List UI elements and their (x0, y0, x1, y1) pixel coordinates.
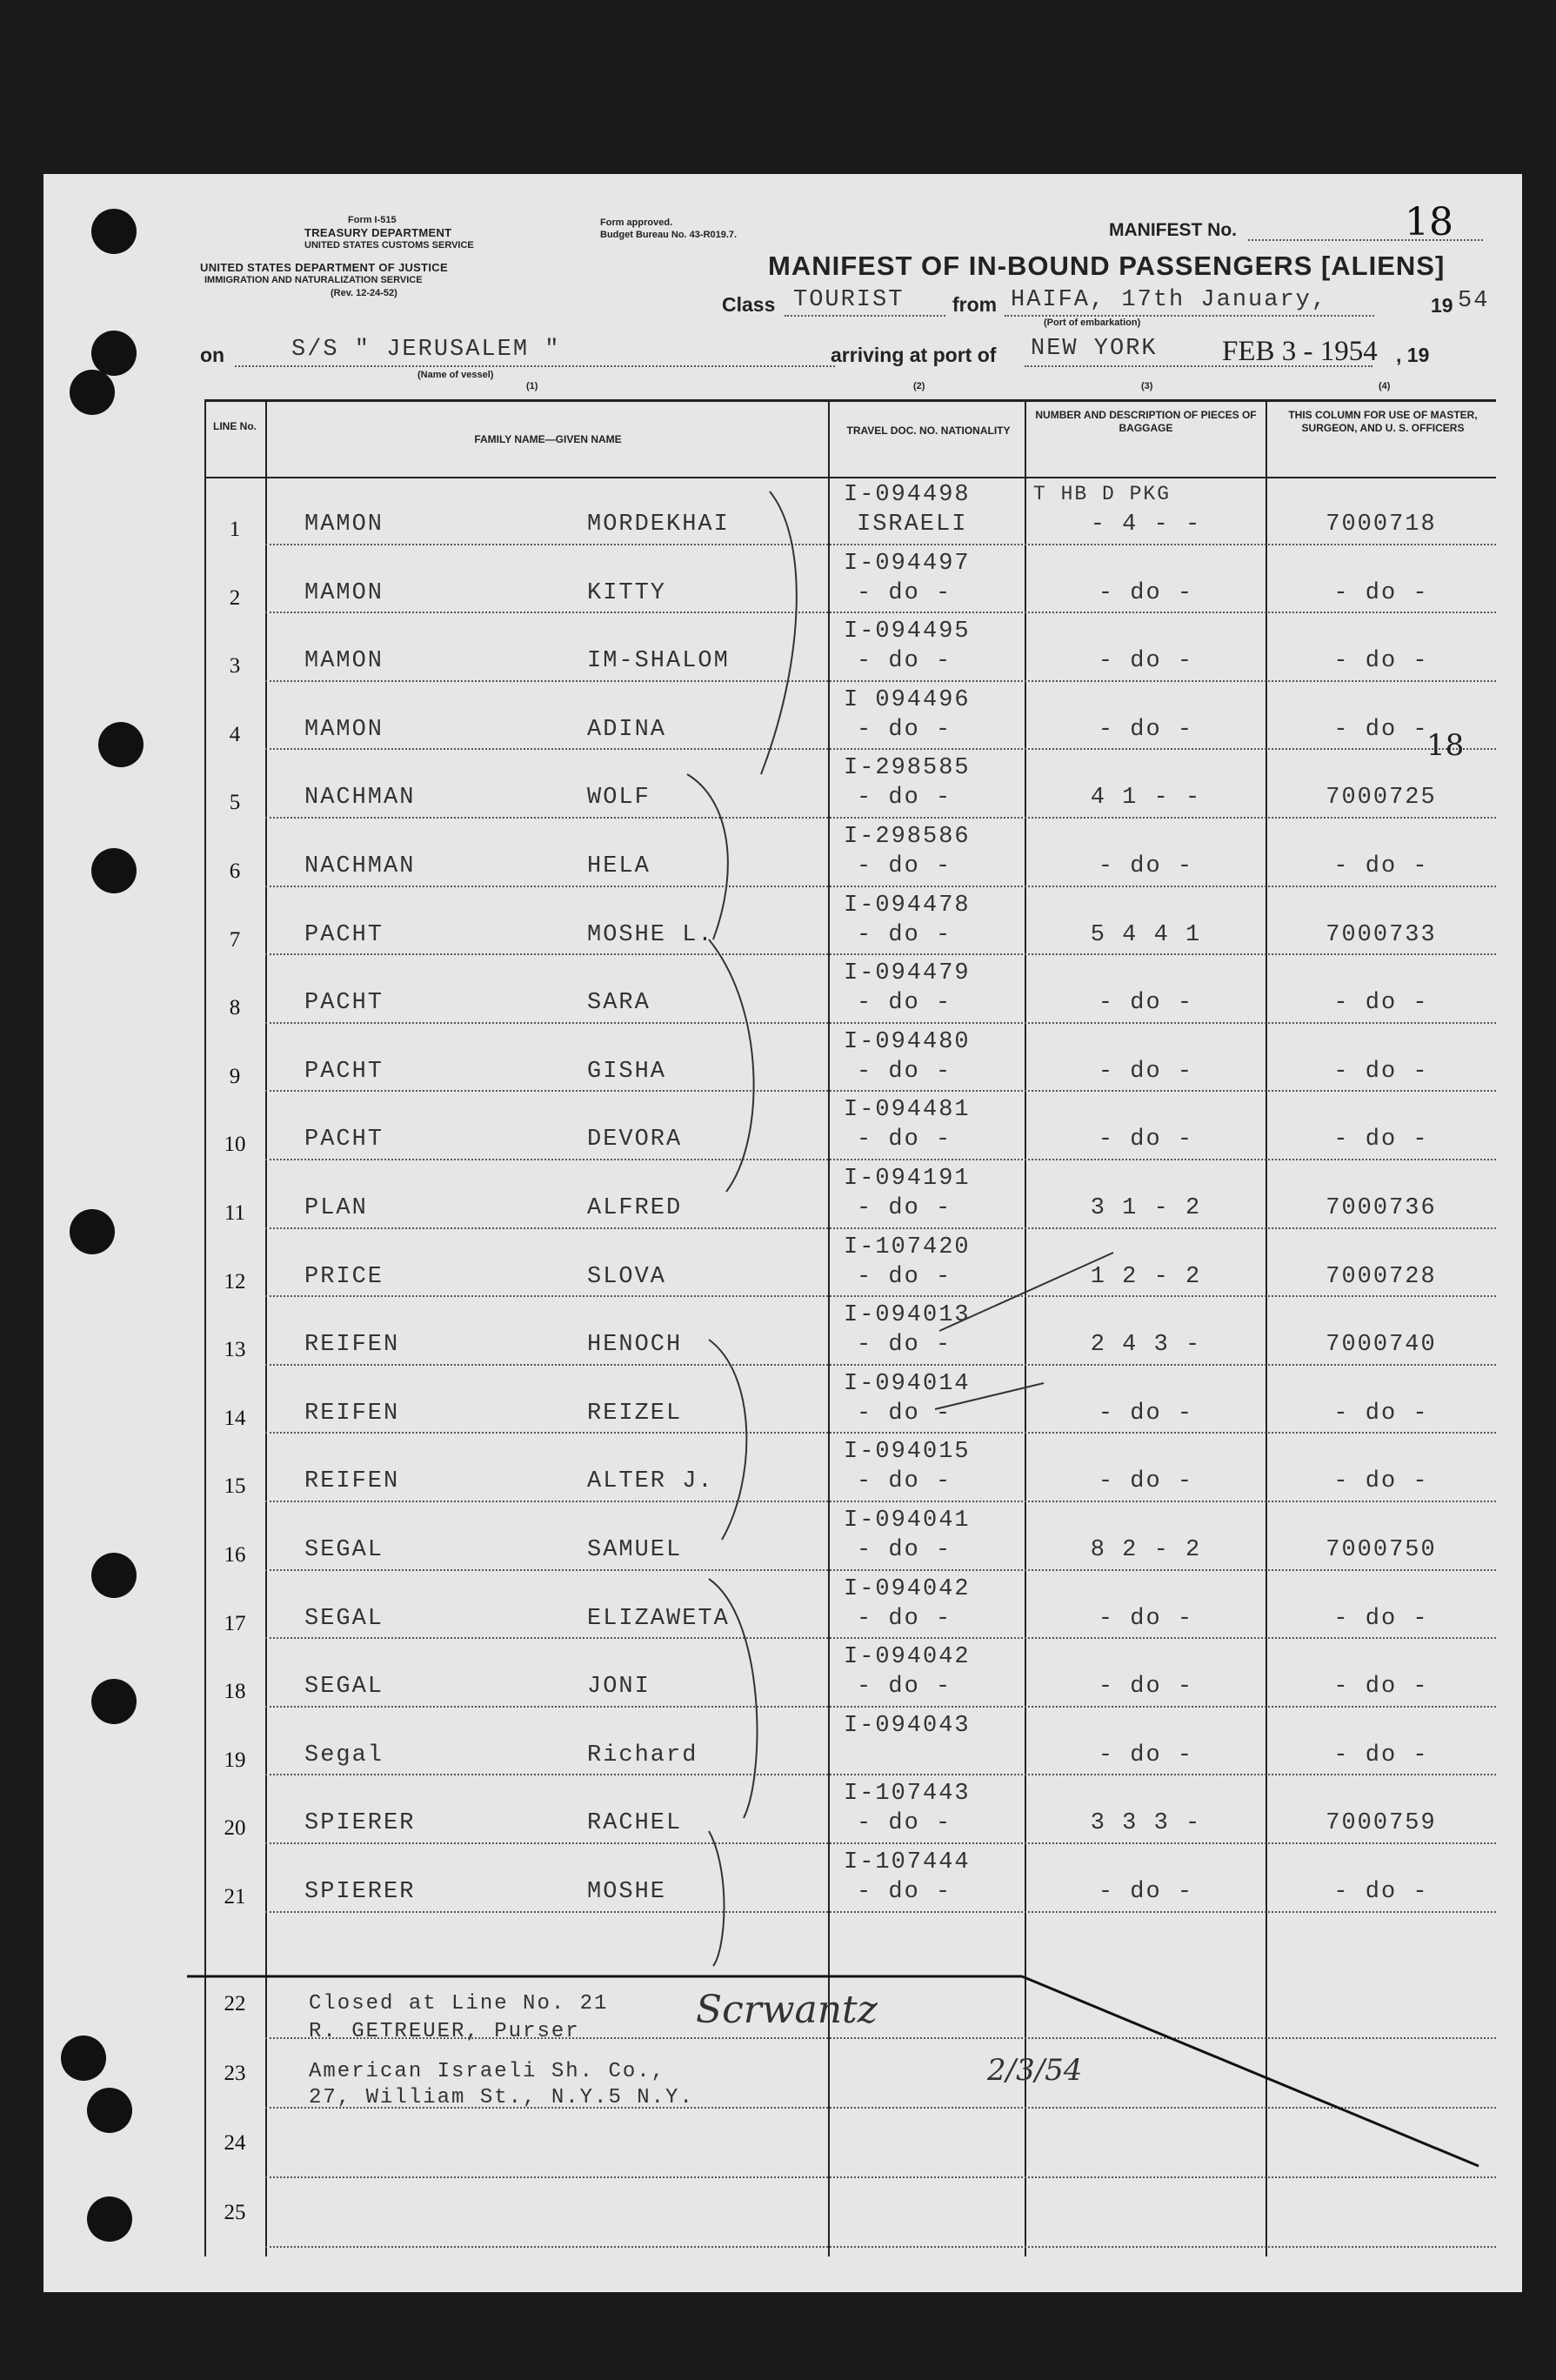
given-name: ADINA (587, 716, 667, 743)
nationality: - do - (857, 921, 952, 948)
nationality: - do - (857, 716, 952, 743)
given-name: MORDEKHAI (587, 511, 730, 538)
arriving-label: arriving at port of (831, 344, 997, 366)
family-name: PACHT (304, 1058, 384, 1085)
family-name: NACHMAN (304, 785, 416, 812)
officer-code: - do - (1333, 648, 1429, 675)
line-number: 22 (224, 1992, 246, 2016)
officer-code: - do - (1333, 716, 1429, 743)
arriving-port: NEW YORK (1031, 336, 1158, 362)
header-baggage: NUMBER AND DESCRIPTION OF PIECES OF BAGGAGE (1035, 409, 1257, 434)
baggage: - do - (1098, 716, 1194, 743)
family-name: Segal (304, 1742, 384, 1768)
officer-code: 7000733 (1326, 921, 1437, 948)
justice-dept: UNITED STATES DEPARTMENT OF JUSTICE (200, 261, 448, 274)
officer-code: 7000750 (1326, 1537, 1437, 1563)
family-name: SEGAL (304, 1537, 384, 1563)
family-name: PACHT (304, 1126, 384, 1153)
col-num-3: (3) (1141, 381, 1153, 391)
family-name: SEGAL (304, 1674, 384, 1701)
officer-code: - do - (1333, 1058, 1429, 1085)
travel-doc-no: I-298585 (844, 755, 971, 782)
given-name: SLOVA (587, 1263, 667, 1290)
travel-doc-no: I-094191 (844, 1166, 971, 1192)
col-num-4: (4) (1379, 381, 1391, 391)
port-embark-note: (Port of embarkation) (1044, 318, 1141, 328)
family-name: PACHT (304, 921, 384, 948)
manifest-no-label: MANIFEST No. (1109, 220, 1237, 240)
vessel-note: (Name of vessel) (417, 370, 494, 380)
travel-doc-no: I-094042 (844, 1575, 971, 1602)
line-number: 23 (224, 2062, 246, 2085)
given-name: REIZEL (587, 1400, 683, 1427)
family-name: SPIERER (304, 1810, 416, 1837)
nationality: - do - (857, 1400, 952, 1427)
given-name: SAMUEL (587, 1537, 683, 1563)
manifest-no-value: 18 (1405, 200, 1453, 244)
company-address: 27, William St., N.Y.5 N.Y. (309, 2086, 694, 2109)
given-name: GISHA (587, 1058, 667, 1085)
line-number: 18 (224, 1680, 246, 1704)
nationality: - do - (857, 1810, 952, 1837)
class-label: Class (722, 293, 776, 316)
baggage: 3 1 - 2 (1090, 1195, 1202, 1221)
header-travel: TRAVEL DOC. NO. NATIONALITY (846, 425, 1011, 437)
line-number: 24 (224, 2131, 246, 2155)
line-number: 10 (224, 1133, 246, 1157)
nationality: - do - (857, 1605, 952, 1632)
manifest-page (43, 174, 1522, 2292)
officer-code: 7000728 (1326, 1263, 1437, 1290)
baggage: 2 4 3 - (1090, 1332, 1202, 1359)
line-number: 20 (224, 1816, 246, 1841)
pen-marks (43, 174, 1522, 2292)
line-number: 9 (229, 1064, 241, 1088)
given-name: DEVORA (587, 1126, 683, 1153)
given-name: Richard (587, 1742, 698, 1768)
given-name: MOSHE (587, 1879, 667, 1905)
customs-service: UNITED STATES CUSTOMS SERVICE (304, 240, 474, 251)
baggage: - do - (1098, 990, 1194, 1017)
travel-doc-no: I-107444 (844, 1849, 971, 1875)
family-bracket (761, 491, 797, 774)
manifest-title: MANIFEST OF IN-BOUND PASSENGERS [ALIENS] (768, 251, 1446, 281)
side-mark: 18 (1426, 728, 1465, 763)
line-number: 17 (224, 1611, 246, 1635)
baggage: - do - (1098, 579, 1194, 606)
header-officers: THIS COLUMN FOR USE OF MASTER, SURGEON, AND U. S. OFFICERS (1288, 409, 1478, 434)
line-number: 2 (229, 585, 241, 610)
officer-code: 7000759 (1326, 1810, 1437, 1837)
from-value: HAIFA, 17th January, (1011, 287, 1328, 313)
nationality: - do - (857, 1058, 952, 1085)
given-name: IM-SHALOM (587, 648, 730, 675)
officer-code: 7000725 (1326, 785, 1437, 812)
baggage: - do - (1098, 1742, 1194, 1768)
given-name: ALFRED (587, 1195, 683, 1221)
family-name: MAMON (304, 648, 384, 675)
officer-code: - do - (1333, 1468, 1429, 1495)
travel-doc-no: I-094043 (844, 1712, 971, 1739)
travel-doc-no: I-094497 (844, 550, 971, 577)
travel-doc-no: I-107420 (844, 1233, 971, 1260)
ins-label: IMMIGRATION AND NATURALIZATION SERVICE (204, 275, 423, 285)
header-line-no: LINE No. (213, 420, 257, 432)
line-number: 4 (229, 722, 241, 746)
officer-code: - do - (1333, 990, 1429, 1017)
given-name: HENOCH (587, 1332, 683, 1359)
arrival-stamp: FEB 3 - 1954 (1222, 336, 1378, 367)
officer-code: - do - (1333, 1126, 1429, 1153)
baggage-subheader: T HB D PKG (1033, 483, 1172, 505)
travel-doc-no: I-107443 (844, 1781, 971, 1808)
baggage: 5 4 4 1 (1090, 921, 1202, 948)
company-name: American Israeli Sh. Co., (309, 2060, 666, 2083)
family-name: PLAN (304, 1195, 368, 1221)
travel-doc-no: I-094042 (844, 1644, 971, 1671)
family-name: SPIERER (304, 1879, 416, 1905)
arriving-year: , 19 (1396, 344, 1430, 366)
travel-doc-no: I-094478 (844, 892, 971, 919)
officer-code: 7000718 (1326, 511, 1437, 538)
officer-code: 7000736 (1326, 1195, 1437, 1221)
on-label: on (200, 344, 225, 366)
given-name: JONI (587, 1674, 651, 1701)
header-name: FAMILY NAME—GIVEN NAME (474, 433, 622, 445)
family-name: PRICE (304, 1263, 384, 1290)
family-name: REIFEN (304, 1468, 400, 1495)
travel-doc-no: I-094480 (844, 1028, 971, 1055)
baggage: 8 2 - 2 (1090, 1537, 1202, 1563)
line-number: 14 (224, 1406, 246, 1430)
family-name: MAMON (304, 716, 384, 743)
officer-code: 7000740 (1326, 1332, 1437, 1359)
line-number: 12 (224, 1269, 246, 1294)
travel-doc-no: I-094014 (844, 1370, 971, 1397)
nationality: - do - (857, 1468, 952, 1495)
family-bracket (709, 939, 754, 1192)
officer-code: - do - (1333, 1605, 1429, 1632)
nationality: - do - (857, 1879, 952, 1905)
col-num-2: (2) (913, 381, 925, 391)
nationality: - do - (857, 648, 952, 675)
nationality: - do - (857, 1537, 952, 1563)
line-number: 8 (229, 996, 241, 1020)
officer-code: - do - (1333, 1400, 1429, 1427)
line-number: 7 (229, 927, 241, 952)
baggage: - do - (1098, 1605, 1194, 1632)
vessel-name: S/S " JERUSALEM " (291, 337, 561, 363)
family-name: SEGAL (304, 1605, 384, 1632)
travel-doc-no: I-094495 (844, 618, 971, 645)
baggage: - do - (1098, 853, 1194, 879)
given-name: RACHEL (587, 1810, 683, 1837)
family-bracket (687, 774, 728, 939)
nationality: - do - (857, 1263, 952, 1290)
given-name: KITTY (587, 579, 667, 606)
nationality: - do - (857, 853, 952, 879)
baggage: - do - (1098, 1879, 1194, 1905)
baggage: - do - (1098, 648, 1194, 675)
travel-doc-no: I-094015 (844, 1439, 971, 1466)
line-number: 13 (224, 1338, 246, 1362)
baggage: 3 3 3 - (1090, 1810, 1202, 1837)
line-number: 19 (224, 1748, 246, 1772)
line-number: 21 (224, 1885, 246, 1909)
travel-doc-no: I 094496 (844, 686, 971, 713)
line-number: 15 (224, 1474, 246, 1499)
travel-doc-no: I-094013 (844, 1302, 971, 1329)
closed-at-line: Closed at Line No. 21 (309, 1992, 609, 2016)
nationality: - do - (857, 785, 952, 812)
signature-date: 2/3/54 (987, 2053, 1083, 2088)
family-name: PACHT (304, 990, 384, 1017)
nationality: - do - (857, 1126, 952, 1153)
given-name: WOLF (587, 785, 651, 812)
baggage: 1 2 - 2 (1090, 1263, 1202, 1290)
travel-doc-no: I-094481 (844, 1097, 971, 1124)
from-label: from (952, 293, 998, 316)
nationality: - do - (857, 990, 952, 1017)
travel-doc-no: I-094479 (844, 960, 971, 987)
baggage: - do - (1098, 1468, 1194, 1495)
officer-code: - do - (1333, 1879, 1429, 1905)
line-number: 6 (229, 859, 241, 883)
line-number: 1 (229, 518, 241, 541)
family-name: REIFEN (304, 1400, 400, 1427)
revision: (Rev. 12-24-52) (331, 288, 397, 298)
officer-signature: Scrwantz (696, 1988, 878, 2032)
travel-doc-no: I-298586 (844, 824, 971, 850)
line-number: 5 (229, 791, 241, 815)
family-bracket (709, 1579, 757, 1818)
line-number: 25 (224, 2201, 246, 2224)
given-name: MOSHE L. (587, 921, 714, 948)
line-number: 11 (224, 1201, 246, 1225)
travel-doc-no: I-094041 (844, 1508, 971, 1534)
family-bracket (709, 1831, 725, 1966)
nationality: - do - (857, 1332, 952, 1359)
purser-name: R. GETREUER, Purser (309, 2020, 580, 2043)
officer-code: - do - (1333, 1674, 1429, 1701)
nationality: ISRAELI (857, 511, 968, 538)
officer-code: - do - (1333, 853, 1429, 879)
budget-bureau: Budget Bureau No. 43-R019.7. (600, 230, 738, 240)
family-name: MAMON (304, 579, 384, 606)
baggage: - 4 - - (1090, 511, 1202, 538)
officer-code: - do - (1333, 1742, 1429, 1768)
nationality: - do - (857, 579, 952, 606)
nationality: - do - (857, 1195, 952, 1221)
col-num-1: (1) (526, 381, 538, 391)
nationality: - do - (857, 1674, 952, 1701)
family-bracket (709, 1340, 746, 1540)
baggage: - do - (1098, 1058, 1194, 1085)
given-name: SARA (587, 990, 651, 1017)
treasury-dept: TREASURY DEPARTMENT (304, 226, 452, 239)
given-name: HELA (587, 853, 651, 879)
class-value: TOURIST (793, 287, 905, 313)
given-name: ALTER J. (587, 1468, 714, 1495)
baggage: - do - (1098, 1400, 1194, 1427)
form-approved: Form approved. (600, 217, 673, 228)
family-name: NACHMAN (304, 853, 416, 879)
travel-doc-no: I-094498 (844, 482, 971, 508)
family-name: MAMON (304, 511, 384, 538)
family-name: REIFEN (304, 1332, 400, 1359)
line-number: 3 (229, 654, 241, 679)
form-number: Form I-515 (348, 215, 397, 225)
line-number: 16 (224, 1543, 246, 1567)
year-prefix: 19 (1431, 294, 1453, 317)
baggage: - do - (1098, 1126, 1194, 1153)
baggage: - do - (1098, 1674, 1194, 1701)
officer-code: - do - (1333, 579, 1429, 606)
year-value: 54 (1458, 288, 1490, 314)
given-name: ELIZAWETA (587, 1605, 730, 1632)
baggage: 4 1 - - (1090, 785, 1202, 812)
